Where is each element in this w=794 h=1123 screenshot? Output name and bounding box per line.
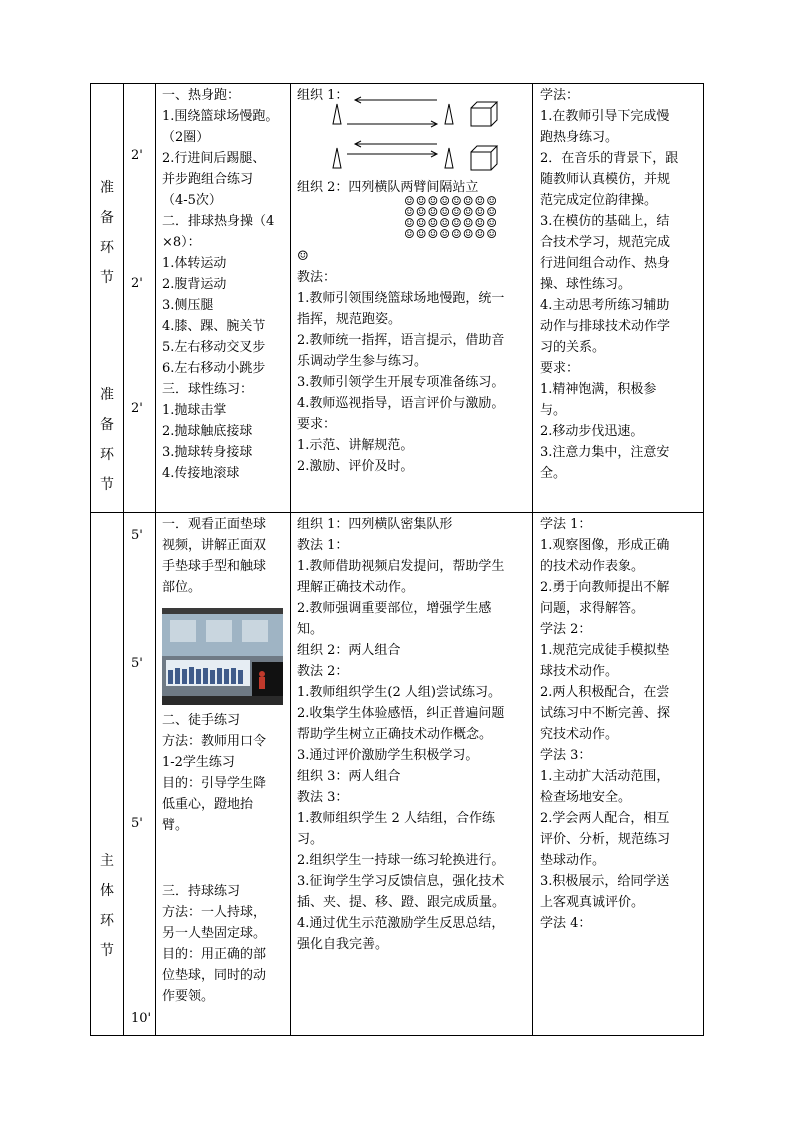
- prep-content: 一、热身跑： 1.围绕篮球场慢跑。 （2圈） 2.行进间后踢腿、 并步跑组合练习 （4-5次） 二．排球热身操（4 ×8）： 1.体转运动 2.腹背运动 3.侧压腿 4.膝、踝、腕关节 5.左右移动交叉步 6.左右移动小跳步 三．球性练习： 1.抛球击掌 2.抛球触底接球 3.抛球转身接球 4.传接地滚球: [162, 88, 279, 481]
- prep-study: 学法： 1.在教师引导下完成慢 跑热身练习。 2．在音乐的背景下，跟 随教师认真模仿，并规 范完成定位韵律操。 3.在模仿的基础上，结 合技术学习，规范完成 行进间组合动作、热身 操、球性练习。 4.主动思考所练习辅助 动作与排球技术动作学 习的关系。 要求： 1.精神饱满，积极参 与。 2.移动步伐迅速。 3.注意力集中，注意安 全。: [540, 88, 679, 481]
- main-time-3: 5': [131, 816, 143, 831]
- teacher-icon: ☺: [297, 249, 309, 264]
- prep-org1-label: 组织 1：: [297, 88, 349, 103]
- box-icon: [471, 146, 497, 170]
- prep-time-2: 2': [131, 276, 143, 291]
- main-content-holding: 三．持球练习 方法：一人持球， 另一人垫固定球。 目的：用正确的部 位垫球，同时的动 作要领。: [162, 884, 267, 1004]
- box-icon: [471, 102, 497, 126]
- table-top-border: [90, 83, 704, 84]
- cone-icon: [333, 104, 341, 124]
- table-left-border: [90, 83, 91, 1036]
- cone-icon: [445, 148, 453, 168]
- class-photo: [162, 608, 283, 705]
- prep-section-label-bottom: 准 备 环 节: [100, 387, 114, 493]
- cone-icon: [445, 104, 453, 124]
- prep-org2-label: 组织 2：四列横队两臂间隔站立: [297, 180, 479, 195]
- main-time-2: 5': [131, 656, 143, 671]
- cone-icon: [333, 148, 341, 168]
- prep-section-label-top: 准 备 环 节: [100, 180, 114, 286]
- section-divider: [90, 512, 704, 513]
- formation-row: ☺☺☺☺☺☺☺☺: [404, 216, 499, 230]
- main-study: 学法 1： 1.观察图像，形成正确 的技术动作表象。 2.勇于向教师提出不解 问题，求得解答。 学法 2： 1.规范完成徒手模拟垫 球技术动作。 2.两人积极配合，在尝 试练习中不断完善、探 究技术动作。 学法 3： 1.主动扩大活动范围， 检查场地安全。 2.学会两人配合，相互 评价、分析，规范练习 垫球动作。 3.积极展示，给同学送 上客观真诚评价。 学法 4：: [540, 517, 671, 931]
- prep-time-3: 2': [131, 401, 143, 416]
- main-teaching: 组织 1：四列横队密集队形 教法 1： 1.教师借助视频启发提问，帮助学生 理解正确技术动作。 2.教师强调重要部位，增强学生感 知。 组织 2：两人组合 教法 2： 1.教师组织学生(2 人组)尝试练习。 2.收集学生体验感悟，纠正普遍问题 帮助学生树立正确技术动作概念。 3.通过评价激励学生积极学习。 组织 3：两人组合 教法 3： 1.教师组织学生 2 人结组，合作练 习。 2.组织学生一持球一练习轮换进行。 3.征询学生学习反馈信息，强化技术 插、夹、提、移、蹬、跟完成质量。 4.通过优生示范激励学生反思总结， 强化自我完善。: [297, 517, 506, 952]
- main-time-1: 5': [131, 528, 143, 543]
- main-time-4: 10': [131, 1011, 152, 1026]
- formation-row: ☺☺☺☺☺☺☺☺: [404, 205, 499, 219]
- main-content-freehand: 二、徒手练习 方法：教师用口令 1-2学生练习 目的：引导学生降 低重心，蹬地抬 臂。: [162, 713, 267, 833]
- col-divider-3: [290, 83, 291, 1036]
- formation-row: ☺☺☺☺☺☺☺☺: [404, 194, 499, 208]
- student-formation: [404, 196, 498, 240]
- class-photo-image: [162, 608, 283, 705]
- formation-row: ☺☺☺☺☺☺☺☺: [404, 227, 499, 241]
- table-bottom-border: [90, 1035, 704, 1036]
- main-section-label: 主 体 环 节: [100, 853, 114, 959]
- running-drill-diagram: [325, 92, 505, 172]
- prep-time-1: 2': [131, 148, 143, 163]
- drill-row-2: [333, 141, 497, 170]
- main-content-video: 一．观看正面垫球 视频，讲解正面双 手垫球手型和触球 部位。: [162, 517, 267, 595]
- col-divider-4: [532, 83, 533, 1036]
- prep-teaching: 教法： 1.教师引领围绕篮球场地慢跑，统一 指挥，规范跑姿。 2.教师统一指挥，语言提示，借助音 乐调动学生参与练习。 3.教师引领学生开展专项准备练习。 4.教师巡视指导，语言评价与激励。 要求： 1.示范、讲解规范。 2.激励、评价及时。: [297, 270, 505, 474]
- drill-row-1: [333, 97, 497, 127]
- table-right-border: [703, 83, 704, 1036]
- col-divider-2: [155, 83, 156, 1036]
- col-divider-1: [123, 83, 124, 1036]
